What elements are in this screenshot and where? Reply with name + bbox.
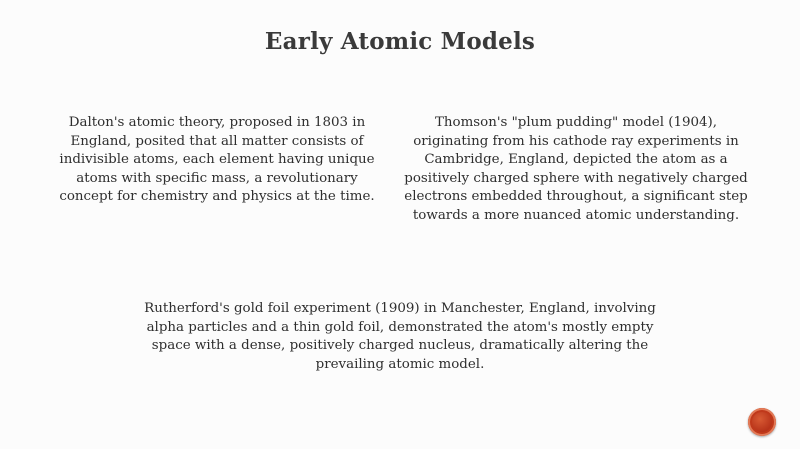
slide-title: Early Atomic Models bbox=[264, 28, 536, 55]
rutherford-text-block: Rutherford's gold foil experiment (1909) in Manchester, England, involving alpha particles and a thin gold foil, demonstrated the atom's mostly empty space with a dense, positively charged nucleus, dramatically altering the prevailing atomic model. bbox=[144, 301, 656, 372]
slide-nav-button[interactable] bbox=[748, 408, 776, 436]
thomson-text-block: Thomson's "plum pudding" model (1904), originating from his cathode ray experiments in Cambridge, England, depicted the atom as a positively charged sphere with negatively charged electrons embedded throughout, a significant step towards a more nuanced atomic understanding. bbox=[404, 115, 748, 223]
dalton-text-block: Dalton's atomic theory, proposed in 1803 in England, posited that all matter consists of indivisible atoms, each element having unique atoms with specific mass, a revolutionary concept for chemistry and physics at the time. bbox=[59, 115, 375, 205]
